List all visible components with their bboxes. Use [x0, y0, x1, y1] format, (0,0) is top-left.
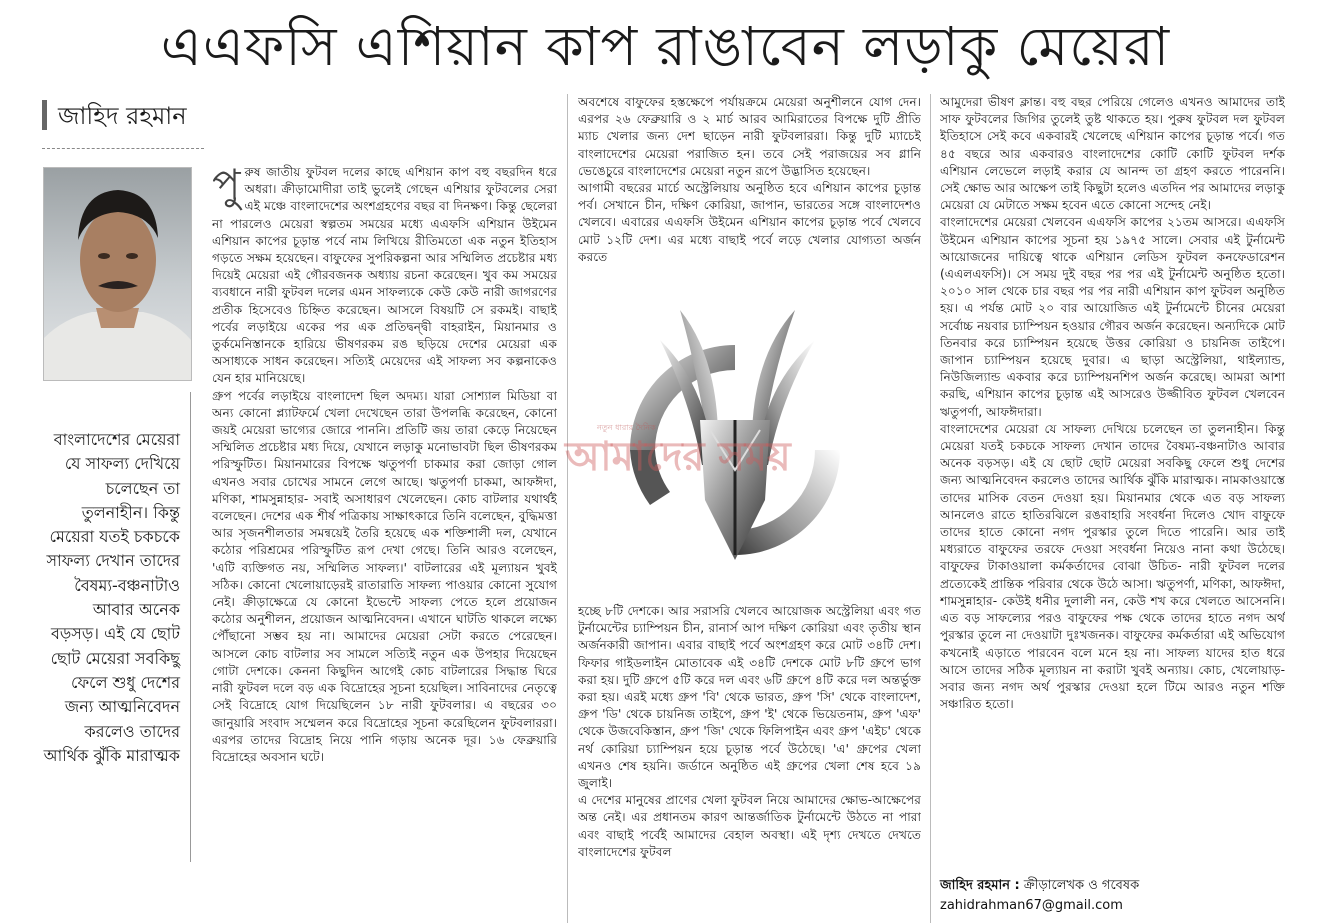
headline: এএফসি এশিয়ান কাপ রাঙাবেন লড়াকু মেয়েরা [160, 15, 1171, 78]
article-paragraph: বাংলাদেশের মেয়েরা খেলবেন এএফসি কাপের ২১তম আসরে। এএফসি উইমেন এশিয়ান কাপের সূচনা হয় ১৯৭৫ সালে। সেবার এই টুর্নামেন্ট আয়োজনের দায়িত্বে থাকে এশিয়ান লেডিস ফুটবল কনফেডারেশন (এএলএফসি)। সে সময় দুই বছর পর পর এই টুর্নামেন্ট অনুষ্ঠিত হতো। ২০১০ সাল থেকে চার বছর পর পর নারী এশিয়ান কাপ ফুটবল অনুষ্ঠিত হয়। এ পর্যন্ত মোট ২০ বার আয়োজিত এই টুর্নামেন্টে চীনের মেয়েরা সর্বোচ্চ নয়বার চ্যাম্পিয়ন হওয়ার গৌরব অর্জন করেছেন। অন্যদিকে মোট তিনবার করে চ্যাম্পিয়ন হয়েছে উত্তর কোরিয়া ও চায়নিজ তাইপে। জাপান চ্যাম্পিয়ন হয়েছে দুবার। এ ছাড়া অস্ট্রেলিয়া, থাইল্যান্ড, নিউজিল্যান্ড একবার করে চ্যাম্পিয়নশিপ অর্জন করেছে। আমরা আশা করছি, এশিয়ান কাপের চূড়ান্ত এই আসরেও উজ্জীবিত ফুটবল খেলবেন ঋতুপর্ণা, আফঈদারা। [940, 215, 1285, 419]
article-column-1 [212, 164, 557, 924]
pullquote: বাংলাদেশের মেয়েরা যে সাফল্য দেখিয়ে চলেছেন তা তুলনাহীন। কিন্তু মেয়েরা যতই চকচকে সাফল্য দেখান তাদের বৈষম্য-বঞ্চনাটাও আবার অনেক বড়সড়। এই যে ছোট ছোট মেয়েরা সবকিছু ফেলে শুধু দেশের জন্য আত্মনিবেদন করলেও তাদের আর্থিক ঝুঁকি মারাত্মক [43, 430, 180, 765]
watermark-tagline: নতুন ধারার দৈনিক [597, 423, 656, 432]
drop-cap: পু [212, 164, 241, 209]
article-paragraph: পুরুষ জাতীয় ফুটবল দলের কাছে এশিয়ান কাপ বহু বছরদিন ধরে অধরা। ক্রীড়ামোদীরা তাই ভুলেই গেছেন এশিয়ার ফুটবলের সেরা এই মঞ্চে বাংলাদেশের অংশগ্রহণের বছর বা দিনক্ষণ। কিন্তু ছেলেরা না পারলেও মেয়েরা স্বল্পতম সময়ের মধ্যে এএফসি এশিয়ান উইমেন এশিয়ান কাপের চূড়ান্ত পর্বে নাম লিখিয়ে রীতিমতো এক নতুন ইতিহাস গড়তে সক্ষম হয়েছেন। বাফুফের সুপরিকল্পনা আর সম্মিলিত প্রচেষ্টার মধ্য দিয়েই মেয়েরা এই গৌরবজনক অধ্যায় রচনা করেছেন। খুব কম সময়ের ব্যবধানে নারী ফুটবল দলের এমন সাফল্যকে কেউ কেউ নারী জাগরণের প্রতীক হিসেবেও চিহ্নিত করেছেন। আসলে বিষয়টি সে রকমই। বাছাই পর্বের লড়াইয়ে একের পর এক প্রতিদ্বন্দ্বী বাহরাইন, মিয়ানমার ও তুর্কমেনিস্তানকে হারিয়ে ভীষণরকম রঙ ছড়িয়ে দেশের মেয়েরা এক অসাধ্যকে সাধন করেছেন। সত্যিই মেয়েদের এই সাফল্য সব কল্পনাকেও যেন হার মানিয়েছে। [212, 164, 557, 386]
author-footer [940, 876, 1300, 916]
author-photo [43, 167, 192, 381]
article-paragraph: আমুদেরা ভীষণ ক্লান্ত। বহু বছর পেরিয়ে গেলেও এখনও আমাদের তাই সাফ ফুটবলের জিগির তুলেই তুষ্ট থাকতে হয়। পুরুষ ফুটবল দল ফুটবল ইতিহাসে সেই কবে একবারই খেলেছে এশিয়ান কাপের চূড়ান্ত পর্বে। গত ৪৫ বছরে আর একবারও বাংলাদেশের কোটি কোটি ফুটবল দর্শক এশিয়ান লেভেলে লড়াই করার যে আনন্দ তা গ্রহণ করতে পারেননি। সেই ক্ষোভ আর আক্ষেপ তাই কিছুটা হলেও এতদিন পর আমাদের লড়াকু মেয়েরা যে মেটাতে সক্ষম হবেন এতে কোনো সন্দেহ নেই। [940, 95, 1285, 213]
author-email: zahidrahman67@gmail.com [940, 898, 1123, 913]
article-paragraph: গ্রুপ পর্বের লড়াইয়ে বাংলাদেশ ছিল অদম্য। যারা সোশ্যাল মিডিয়া বা অন্য কোনো প্ল্যাটফর্মে খেলা দেখেছেন তারা উপলব্ধি করেছেন, কোনো জয়ই মেয়েরা ভাগ্যের জোরে পাননি। প্রতিটি জয় তারা কেড়ে নিয়েছেন সম্মিলিত প্রচেষ্টার মধ্য দিয়ে, যেখানে লড়াকু মনোভাবটা ছিল ভীষণরকম পরিস্ফুটিত। মিয়ানমারের বিপক্ষে ঋতুপর্ণা চাকমার করা জোড়া গোল এখনও সবার চোখের সামনে লেগে আছে। ঋতুপর্ণা চাকমা, আফঈদা, মণিকা, শামসুন্নাহার- সবাই অসাধারণ খেলেছেন। কোচ বাটলার যথার্থই বলেছেন। দেশের এক শীর্ষ পত্রিকায় সাক্ষাৎকারে তিনি বলেছেন, বুদ্ধিমত্তা আর সৃজনশীলতার সমন্বয়েই তৈরি হয়েছে এক শক্তিশালী দল, যেখানে কঠোর পরিশ্রমের পরিস্ফুটিত রূপ দেখা গেছে। তিনি আরও বলেছেন, 'এটি ব্যক্তিগত নয়, সম্মিলিত সাফল্য।' বাটলারের এই মূল্যায়ন খুবই সঠিক। কোনো খেলোয়াড়েরই রাতারাতি সাফল্য পাওয়ার কোনো সুযোগ নেই। ক্রীড়াক্ষেত্রে যে কোনো ইভেন্টে সাফল্য পেতে হলে প্রয়োজন কঠোর অনুশীলন, প্রয়োজন আত্মনিবেদন। এখানে ঘাটতি থাকলে লক্ষ্যে পৌঁছানো সম্ভব হয় না। আমাদের মেয়েরা সেটা করতে পেরেছেন। আসলে কোচ বাটলার সব সামলে সত্যিই নতুন এক উপহার দিয়েছেন গোটা দেশকে। কেননা কিছুদিন আগেই কোচ বাটলারের সিদ্ধান্ত ঘিরে নারী ফুটবল দলে বড় এক বিদ্রোহের সূচনা হয়েছিল। সাবিনাদের নেতৃত্বে সেই বিদ্রোহে যোগ দিয়েছিলেন ১৮ নারী ফুটবলার। এ বছরের ৩০ জানুয়ারি সংবাদ সম্মেলন করে বিদ্রোহের সূচনা করেছিলেন ফুটবলাররা। এরপর তাদের বিদ্রোহ নিয়ে পানি গড়ায় অনেক দূর। ১৬ ফেব্রুয়ারি বিদ্রোহের অবসান ঘটে। [212, 388, 557, 764]
article-paragraph: হচ্ছে ৮টি দেশকে। আর সরাসরি খেলবে আয়োজক অস্ট্রেলিয়া এবং গত টুর্নামেন্টের চ্যাম্পিয়ন চীন, রানার্স আপ দক্ষিণ কোরিয়া এবং তৃতীয় স্থান অর্জনকারী জাপান। এবার বাছাই পর্বে অংশগ্রহণ করে মোট ৩৪টি দেশ। ফিফার গাইডলাইন মোতাবেক এই ৩৪টি দেশকে মোট ৮টি গ্রুপে ভাগ করা হয়। দুটি গ্রুপে ৫টি করে দল এবং ৬টি গ্রুপে ৪টি করে দল অন্তর্ভুক্ত করা হয়। এরই মধ্যে গ্রুপ 'বি' থেকে ভারত, গ্রুপ 'সি' থেকে বাংলাদেশ, গ্রুপ 'ডি' থেকে চায়নিজ তাইপে, গ্রুপ 'ই' থেকে ভিয়েতনাম, গ্রুপ 'এফ' থেকে উজবেকিস্তান, গ্রুপ 'জি' থেকে ফিলিপাইন এবং গ্রুপ 'এইচ' থেকে নর্থ কোরিয়া চ্যাম্পিয়ন হয়ে চূড়ান্ত পর্বে উঠেছে। 'এ' গ্রুপের খেলা এখনও শেষ হয়নি। জর্ডানে অনুষ্ঠিত এই গ্রুপের খেলা শেষ হবে ১৯ জুলাই। [578, 604, 921, 791]
newspaper-watermark: আমাদের সময় [565, 434, 791, 480]
article-column-3 [940, 94, 1285, 864]
column-divider [567, 94, 568, 923]
author-footer-role: ক্রীড়ালেখক ও গবেষক [1023, 878, 1140, 893]
author-byline: জাহিদ রহমান [58, 102, 187, 130]
article-paragraph: এ দেশের মানুষের প্রাণের খেলা ফুটবল নিয়ে আমাদের ক্ষোভ-আক্ষেপের অন্ত নেই। এর প্রধানতম কারণ আন্তর্জাতিক টুর্নামেন্টে উঠতে না পারা এবং বাছাই পর্বেই আমাদের বেহাল অবস্থা। এই দৃশ্য দেখতে দেখতে বাংলাদেশের ফুটবল [578, 793, 921, 859]
byline-divider [42, 148, 204, 149]
article-paragraph: বাংলাদেশের মেয়েরা যে সাফল্য দেখিয়ে চলেছেন তা তুলনাহীন। কিন্তু মেয়েরা যতই চকচকে সাফল্য দেখান তাদের বৈষম্য-বঞ্চনাটাও আবার অনেক বড়সড়। এই যে ছোট ছোট মেয়েরা সবকিছু ফেলে শুধু দেশের জন্য আত্মনিবেদন করলেও তাদের আর্থিক ঝুঁকি মারাত্মক। নামকাওয়াস্তে তাদের মাসিক বেতন দেওয়া হয়। মিয়ানমার থেকে এত বড় সাফল্য আনলেও রাতে হাতিরঝিলে রঙবাহারি সংবর্ধনা দিলেও খোদ বাফুফে তাদের হাতে কোনো নগদ পুরস্কার তুলে দিতে পারেনি। আর তাই মধ্যরাতে বাফুফের তরফে দেওয়া সংবর্ধনা নিয়েও নানা কথা উঠেছে। বাফুফের টাকাওয়ালা কর্মকর্তাদের বোঝা উচিত- নারী ফুটবল দলের প্রত্যেকেই প্রান্তিক পরিবার থেকে উঠে আসা। ঋতুপর্ণা, মণিকা, আফঈদা, শামসুন্নাহার- কেউই ধনীর দুলালী নন, কেউ শখ করে খেলতে আসেননি। এত বড় সাফল্যের পরও বাফুফের পক্ষ থেকে তাদের হাতে নগদ অর্থ পুরস্কার তুলে না দেওয়াটা দুঃখজনক। বাফুফের কর্মকর্তারা এই অভিযোগ কখনোই এড়াতে পারবেন বলে মনে হয় না। সাফল্য যাদের হাত ধরে আসে তাদের সঠিক মূল্যায়ন না করাটা খুবই অন্যায়। কোচ, খেলোয়াড়- সবার জন্য নগদ অর্থ পুরস্কার দেওয়া হলে টিমে আরও নতুন শক্তি সঞ্চারিত হতো। [940, 421, 1285, 712]
column-divider [930, 94, 931, 923]
byline-accent-bar [42, 100, 47, 130]
article-column-2-bottom [578, 603, 921, 923]
article-column-2-top [578, 94, 921, 290]
author-footer-name: জাহিদ রহমান : [940, 878, 1020, 893]
author-portrait-illustration [44, 168, 191, 380]
pullquote-divider [190, 392, 191, 862]
article-paragraph: অবশেষে বাফুফের হস্তক্ষেপে পর্যায়ক্রমে মেয়েরা অনুশীলনে যোগ দেন। এরপর ২৬ ফেব্রুয়ারি ও ২ মার্চ আরব আমিরাতের বিপক্ষে দুটি প্রীতি ম্যাচ খেলার জন্য দেশ ছাড়েন নারী ফুটবলাররা। কিন্তু দুটি ম্যাচেই বাংলাদেশের মেয়েরা পরাজিত হন। তবে সেই পরাজয়ের সব গ্লানি ভেঙেচুরে বাংলাদেশের মেয়েরা নতুন রূপে উদ্ভাসিত হয়েছেন। [578, 95, 921, 178]
article-paragraph: আগামী বছরের মার্চে অস্ট্রেলিয়ায় অনুষ্ঠিত হবে এশিয়ান কাপের চূড়ান্ত পর্ব। সেখানে চীন, দক্ষিণ কোরিয়া, জাপান, ভারতের সঙ্গে বাংলাদেশও খেলবে। এবারের এএফসি উইমেন এশিয়ান কাপের চূড়ান্ত পর্বে খেলবে মোট ১২টি দেশ। এর মধ্যে বাছাই পর্বে লড়ে খেলার যোগ্যতা অর্জন করতে [578, 181, 921, 264]
